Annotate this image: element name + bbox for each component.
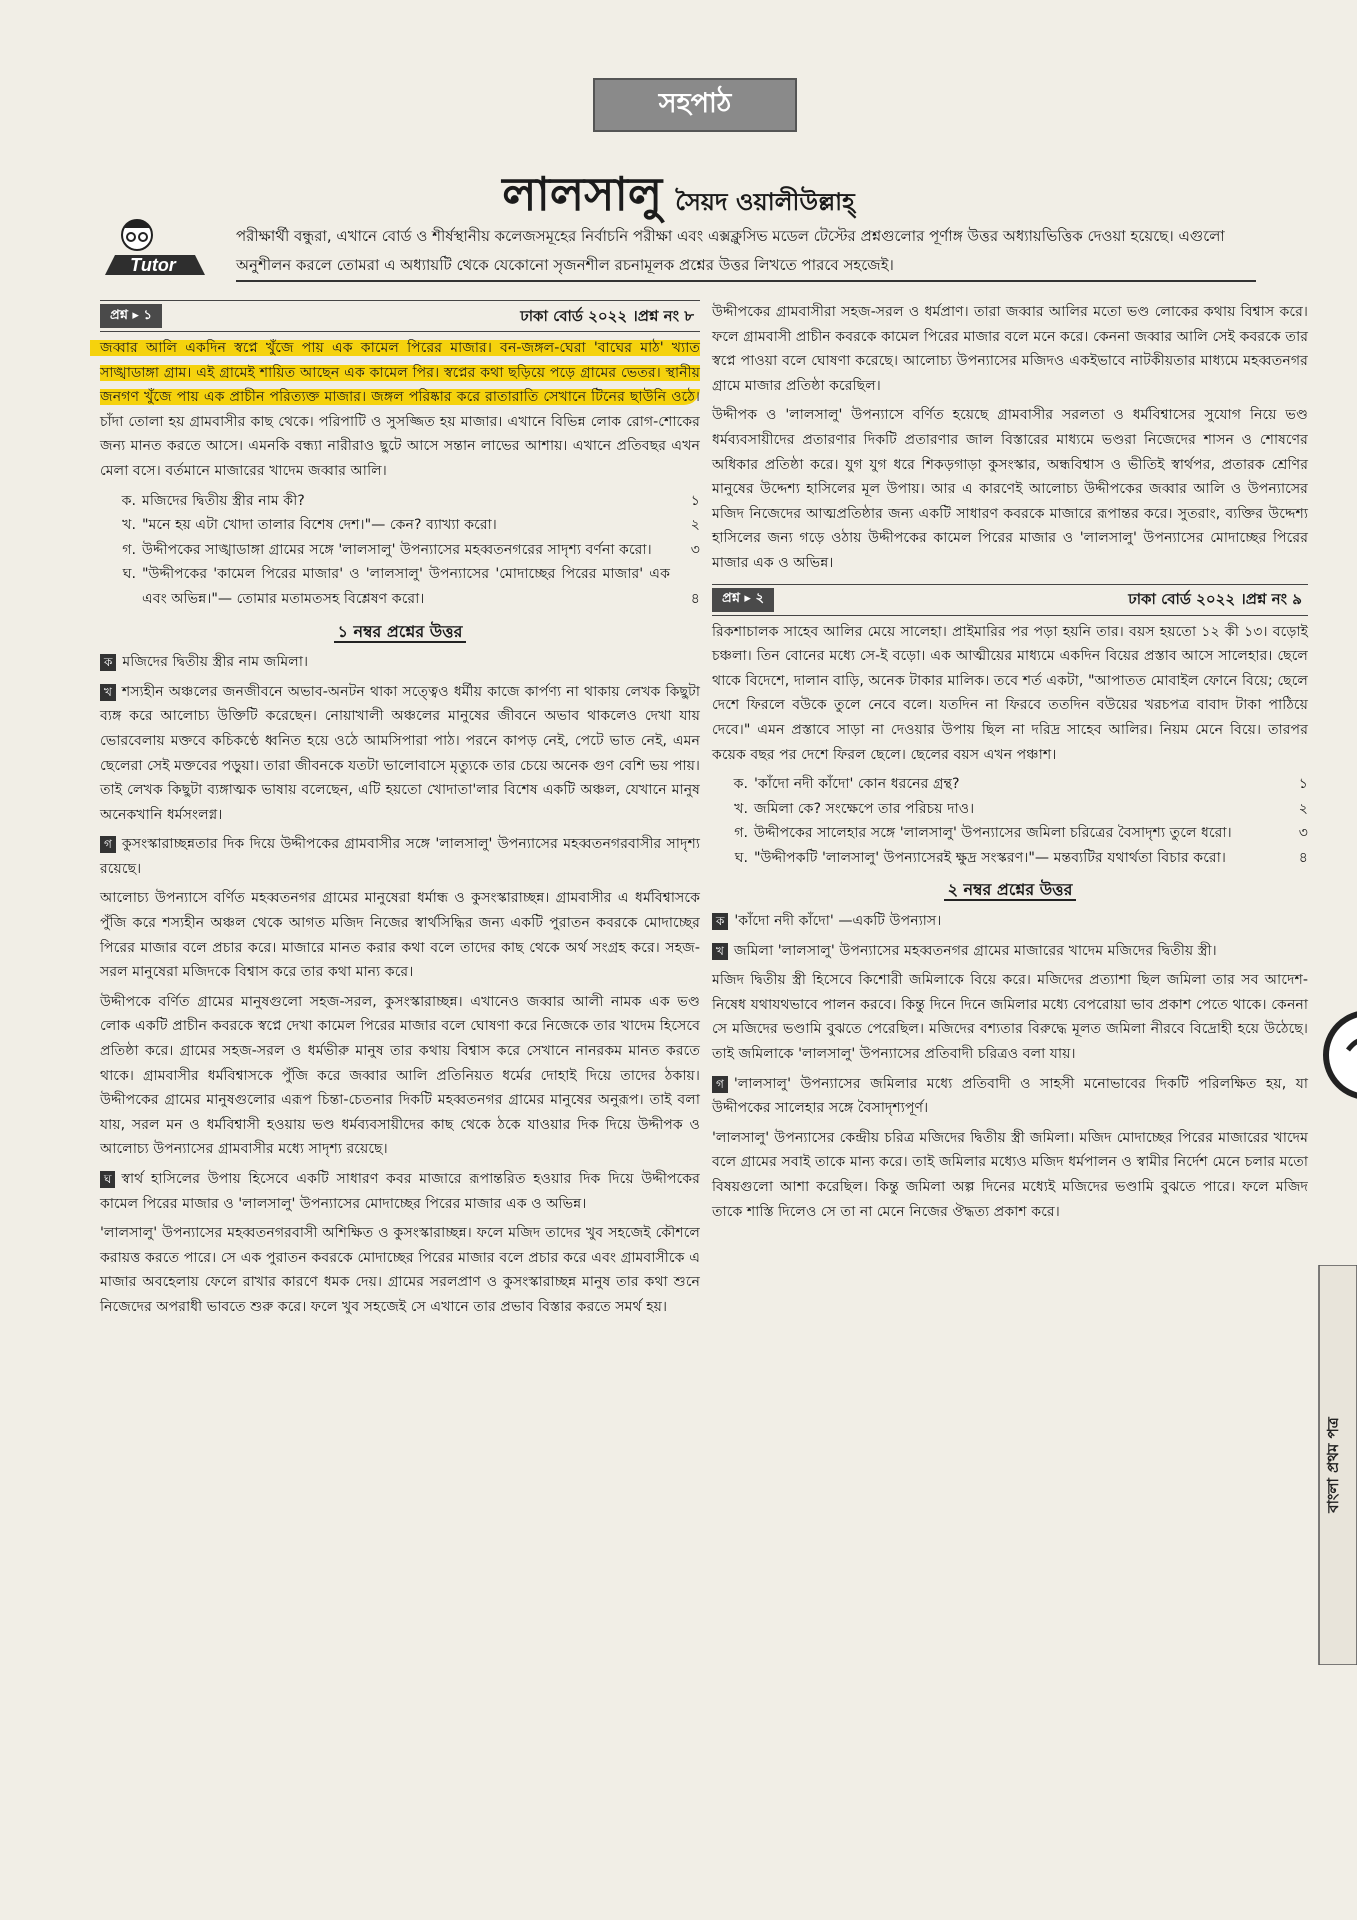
answer-1-kh [100, 680, 700, 828]
answer-badge: গ [100, 836, 116, 853]
sub-mark: ৪ [1298, 849, 1308, 866]
answer-badge: ঘ [100, 1171, 115, 1188]
q1-sub-k [100, 489, 700, 514]
question-2-ref: ঢাকা বোর্ড ২০২২ ।প্রশ্ন নং ৯ [1128, 590, 1302, 609]
sub-mark: ২ [690, 517, 700, 534]
answer-1-gh3: উদ্দীপকের গ্রামবাসীরা সহজ-সরল ও ধর্মপ্রাণ। তারা জব্বার আলির মতো ভণ্ড লোকের কথায় বিশ্বাস করে। ফলে গ্রামবাসী প্রাচীন কবরকে কামেল পিরের মাজার বলে মনে করে। কেননা জব্বার আলি সেই কবরকে তার স্বপ্নে পাওয়া বলে ঘোষণা করেছে। আলোচ্য উপন্যাসের মজিদও একইভাবে নাটকীয়তার মাধ্যমে মহব্বতনগর গ্রামে মাজার প্রতিষ্ঠা করেছিল। [712, 304, 1308, 394]
question-1-stem [100, 336, 700, 484]
answer-2-g2: 'লালসালু' উপন্যাসের কেন্দ্রীয় চরিত্র মজিদের দ্বিতীয় স্ত্রী জমিলা। মজিদ মোদাচ্ছের পিরের মাজারের খাদেম বলে গ্রামের সবাই তাকে মান্য করে। তাই জমিলার মধ্যেও মজিদ ধর্মপালন ও স্বামীর নির্দেশ মেনে চলার মতো বিষয়গুলো আশা করেছিল। কিন্তু জমিলা অল্প দিনের মধ্যেই মজিদের ভণ্ডামি বুঝতে পারে। ফলে মজিদ তাকে শাস্তি দিলেও সে তা না মেনে নিজের ঔদ্ধত্য প্রকাশ করে। [712, 1129, 1308, 1220]
sub-text: "উদ্দীপকটি 'লালসালু' উপন্যাসেরই ক্ষুদ্র সংস্করণ।"— মন্তব্যটির যথার্থতা বিচার করো। [754, 849, 1226, 866]
q1-sub-g [100, 538, 700, 563]
answer-1-heading-text: ১ নম্বর প্রশ্নের উত্তর [334, 622, 467, 643]
q2-sub-gh [712, 846, 1308, 871]
section-banner: সহপাঠ [593, 78, 797, 132]
answer-text: কুসংস্কারাচ্ছন্নতার দিক দিয়ে উদ্দীপকের গ্রামবাসীর সঙ্গে 'লালসালু' উপন্যাসের মহব্বতনগরবাসীর সাদৃশ্য রয়েছে। [100, 836, 700, 877]
answer-2-heading-text: ২ নম্বর প্রশ্নের উত্তর [944, 880, 1077, 901]
question-1-ref: ঢাকা বোর্ড ২০২২ ।প্রশ্ন নং ৮ [520, 306, 694, 325]
question-1-header [100, 300, 700, 332]
answer-text: 'কাঁদো নদী কাঁদো' —একটি উপন্যাস। [734, 913, 942, 930]
q1-sub-gh [100, 562, 700, 611]
sub-mark: ১ [690, 492, 700, 509]
answer-2-k [712, 909, 1308, 934]
sub-mark: ১ [1298, 776, 1308, 793]
intro-text: পরীক্ষার্থী বন্ধুরা, এখানে বোর্ড ও শীর্ষস্থানীয় কলেজসমূহের নির্বাচনি পরীক্ষা এবং এক্সক্লুসিভ মডেল টেস্টের প্রশ্নগুলোর পূর্ণাঙ্গ উত্তর অধ্যায়ভিত্তিক দেওয়া হয়েছে। এগুলো অনুশীলন করলে তোমরা এ অধ্যায়টি থেকে যেকোনো সৃজনশীল রচনামূলক প্রশ্নের উত্তর লিখতে পারবে সহজেই। [236, 222, 1256, 282]
q2-sub-kh [712, 797, 1308, 822]
answer-badge: ক [100, 654, 116, 671]
answer-2-heading [712, 878, 1308, 903]
q1-sub-kh [100, 513, 700, 538]
answer-text: মজিদের দ্বিতীয় স্ত্রীর নাম জমিলা। [122, 654, 309, 671]
answer-text: জমিলা 'লালসালু' উপন্যাসের মহব্বতনগর গ্রামের মাজারের খাদেম মজিদের দ্বিতীয় স্ত্রী। [733, 942, 1217, 959]
sub-label: গ. [734, 825, 748, 842]
sub-label: গ. [122, 541, 136, 558]
question-2-header [712, 584, 1308, 616]
answer-1-g3: উদ্দীপকে বর্ণিত গ্রামের মানুষগুলো সহজ-সরল, কুসংস্কারাচ্ছন্ন। এখানেও জব্বার আলী নামক এক ভণ্ড লোক একটি প্রাচীন কবরকে স্বপ্নে দেখা কামেল পিরের মাজার বলে ঘোষণা করে নিজেকে তার খাদেম হিসেবে প্রতিষ্ঠা করে। গ্রামের সহজ-সরল ও ধর্মভীরু মানুষ তার কথায় বিশ্বাস করে সেখানে নানরকম মানত করতে থাকে। গ্রামবাসীর ধর্মবিশ্বাসকে পুঁজি করে জব্বার আলি প্রতিনিয়ত ধর্মের দোহাই দিয়ে তাদের ঠকায়। উদ্দীপকের গ্রামের মানুষগুলোর এরূপ চিন্তা-চেতনার দিকটি মহব্বতনগর গ্রামের মানুষের অনুরূপ। তাই বলা যায়, সরল মন ও ধর্মবিশ্বাসী হওয়ায় ভণ্ড ধর্মব্যবসায়ীদের কাছ থেকে ঠকে যাওয়ার দিক দিয়ে উদ্দীপক ও আলোচ্য উপন্যাসের গ্রামবাসীর মধ্যে সাদৃশ্য রয়েছে। [100, 993, 700, 1158]
sub-label: ক. [121, 492, 136, 509]
sub-mark: ৩ [690, 541, 700, 558]
question-1-stem-highlight: জব্বার আলি একদিন স্বপ্নে খুঁজে পায় এক কামেল পিরের মাজার। বন-জঙ্গল-ঘেরা 'বাঘের মাঠ' খ্যাত সাঙ্খাডাঙ্গা গ্রাম। এই গ্রামেই শায়িত আছেন এক কামেল পির। স্বপ্নের কথা ছড়িয়ে পড়ে গ্রামের ভেতর। স্থানীয় জনগণ খুঁজে পায় এক প্রাচীন পরিত্যক্ত মাজার। জঙ্গল পরিষ্কার করে রাতারাতি সেখানে টিনের ছাউনি ওঠে। [90, 340, 700, 405]
side-tab-label: বাংলা প্রথম পত্র [1324, 1417, 1342, 1513]
sub-text: 'কাঁদো নদী কাঁদো' কোন ধরনের গ্রন্থ? [754, 776, 960, 793]
question-2-stem: রিকশাচালক সাহেব আলির মেয়ে সালেহা। প্রাইমারির পর পড়া হয়নি তার। বয়স হয়তো ১২ কী ১৩। বড়োই চঞ্চলা। তিন বোনের মধ্যে সে-ই বড়ো। এক আত্মীয়ের মাধ্যমে একদিন বিয়ের প্রস্তাব আসে সালেহার। ছেলে থাকে বিদেশে, দালান বাড়ি, অনেক টাকার মালিক। তবে শর্ত একটা, "আপাতত মোবাইল ফোনে বিয়ে; ছেলে দেশে ফিরলে বউকে তুলে নেবে বলে। যতদিন না ফিরবে ততদিন বউয়ের খরচপত্র বাবাদ টাকা পাঠিয়ে দেবে।" এমন প্রস্তাবে সাড়া না দেওয়ার উপায় ছিল না দরিদ্র সাহেব আলির। নিয়ম মেনে বিয়ে। তারপর কয়েক বছর পর দেশে ফিরল ছেলে। ছেলের বয়স এখন পঞ্চাশ। [712, 623, 1308, 763]
right-column [712, 300, 1308, 1229]
sub-text: মজিদের দ্বিতীয় স্ত্রীর নাম কী? [142, 492, 305, 509]
answer-1-gh2: 'লালসালু' উপন্যাসের মহব্বতনগরবাসী অশিক্ষিত ও কুসংস্কারাচ্ছন্ন। ফলে মজিদ তাদের খুব সহজেই কৌশলে করায়ত্ত করতে পারে। সে এক পুরাতন কবরকে মোদাচ্ছের পিরের মাজার বলে প্রচার করে এবং গ্রামবাসীকে এ মাজার অবহেলায় ফেলে রাখার কারণে ধমক দেয়। গ্রামের সরলপ্রাণ ও কুসংস্কারাচ্ছন্ন মানুষ তার কথা শুনে নিজেদের অপরাধী ভাবতে শুরু করে। ফলে খুব সহজেই সে এখানে তার প্রভাব বিস্তার করতে সমর্থ হয়। [100, 1225, 700, 1315]
sub-text: উদ্দীপকের সাঙ্খাডাঙ্গা গ্রামের সঙ্গে 'লালসালু' উপন্যাসের মহব্বতনগরের সাদৃশ্য বর্ণনা করো। [142, 541, 652, 558]
q2-sub-g [712, 821, 1308, 846]
sub-label: ঘ. [122, 566, 136, 583]
sub-label: খ. [122, 517, 136, 534]
question-1-stem-rest: চাঁদা তোলা হয় গ্রামবাসীর কাছ থেকে। পরিপাটি ও সুসজ্জিত হয় মাজার। এখানে বিভিন্ন লোক রোগ-শোকের জন্য মানত করতে আসে। এমনকি বন্ধ্যা নারীরাও ছুটে আসে সন্তান লাভের আশায়। এখানে প্রতিবছর এখন মেলা বসে। বর্তমানে মাজারের খাদেম জব্বার আলি। [100, 413, 700, 479]
sub-label: ঘ. [734, 849, 748, 866]
sub-mark: ২ [1298, 800, 1308, 817]
sub-text: "উদ্দীপকের 'কামেল পিরের মাজার' ও 'লালসালু' উপন্যাসের 'মোদাচ্ছের পিরের মাজার' এক এবং অভিন্ন।"— তোমার মতামতসহ বিশ্লেষণ করো। [142, 566, 670, 607]
q2-sub-k [712, 772, 1308, 797]
answer-badge: গ [712, 1076, 728, 1093]
page-edge-emblem-icon [1318, 1000, 1357, 1120]
answer-1-gh4: উদ্দীপক ও 'লালসালু' উপন্যাসে বর্ণিত হয়েছে গ্রামবাসীর সরলতা ও ধর্মবিশ্বাসের সুযোগ নিয়ে ভণ্ড ধর্মব্যবসায়ীদের প্রতারণার দিকটি প্রতারণার জাল বিস্তারের মাধ্যমে ভণ্ডরা নিজেদের শাসন ও শোষণের অধিকার প্রতিষ্ঠা করে। যুগ যুগ ধরে শিকড়গাড়া কুসংস্কার, অন্ধবিশ্বাস ও ভীতিই স্বার্থপর, প্রতারক শ্রেণির মানুষের উদ্দেশ্য হাসিলের মূল উপায়। আর এ কারণেই আলোচ্য উদ্দীপকের জব্বার আলি ও উপন্যাসের মজিদ নিজেদের আত্মপ্রতিষ্ঠার জন্য একটি সাধারণ কবরকে মাজারে রূপান্তর করে। সুতরাং, ব্যক্তির উদ্দেশ্য হাসিলের জন্য গড়ে ওঠায় উদ্দীপকের কামেল পিরের মাজার ও 'লালসালু' উপন্যাসের মোদাচ্ছের পিরের মাজার এক ও অভিন্ন। [712, 407, 1308, 571]
sub-mark: ৪ [690, 590, 700, 607]
answer-text: স্বার্থ হাসিলের উপায় হিসেবে একটি সাধারণ কবর মাজারে রূপান্তরিত হওয়ার দিক দিয়ে উদ্দীপকের কামেল পিরের মাজার ও 'লালসালু' উপন্যাসের মোদাচ্ছের পিরের মাজার এক ও অভিন্ন। [100, 1171, 700, 1212]
question-1-tag: প্রশ্ন ▸ ১ [100, 304, 162, 328]
left-column [100, 300, 700, 1325]
sub-text: "মনে হয় এটা খোদা তালার বিশেষ দেশ।"— কেন? ব্যাখ্যা করো। [142, 517, 497, 534]
answer-2-g1 [712, 1072, 1308, 1121]
answer-text: শস্যহীন অঞ্চলের জনজীবনে অভাব-অনটন থাকা সত্ত্বেও ধর্মীয় কাজে কার্পণ্য না থাকায় লেখক কিছুটা ব্যঙ্গ করে আলোচ্য উক্তিটি করেছেন। নোয়াখালী অঞ্চলের মানুষের জীবনে অভাব থাকলেও দেখা যায় ভোরবেলায় মক্তবে কচিকণ্ঠে ধ্বনিত হয়ে ওঠে আমসিপারা পাঠ। পরনে কাপড় নেই, পেটে ভাত নেই, এমন ছেলেরা সেই মক্তবের পড়ুয়া। তারা জীবনকে যতটা ভালোবাসে মৃত্যুকে তার চেয়ে অনেক গুণ বেশি ভয় পায়। তাই লেখক কিছুটা ব্যঙ্গাত্মক ভাষায় বলেছেন, এটি হয়তো খোদাতা'লার বিশেষ একটি অঞ্চল, যেখানে মানুষ অনেকখানি ধর্মসংলগ্ন। [100, 683, 700, 823]
sub-mark: ৩ [1298, 825, 1308, 842]
answer-1-g1 [100, 832, 700, 881]
answer-2-kh2: মজিদ দ্বিতীয় স্ত্রী হিসেবে কিশোরী জমিলাকে বিয়ে করে। মজিদের প্রত্যাশা ছিল জমিলা তার সব আদেশ-নিষেধ যথাযথভাবে পালন করবে। কিন্তু দিনে দিনে জমিলার মধ্যে বেপরোয়া ভাব প্রকাশ পেতে থাকে। কেননা সে মজিদের ভণ্ডামি বুঝতে পেরেছিল। মজিদের বশ্যতার বিরুদ্ধে মূলত জমিলা নীরবে বিদ্রোহী হয়ে উঠেছে। তাই জমিলাকে 'লালসালু' উপন্যাসের প্রতিবাদী চরিত্রও বলা যায়। [712, 972, 1308, 1063]
side-subject-tab [1313, 1265, 1357, 1665]
answer-badge: খ [712, 943, 728, 960]
answer-1-k [100, 650, 700, 675]
question-2-tag: প্রশ্ন ▸ ২ [712, 588, 774, 612]
sub-text: জমিলা কে? সংক্ষেপে তার পরিচয় দাও। [754, 800, 975, 817]
tutor-logo-icon [95, 213, 225, 279]
answer-2-kh1 [712, 939, 1308, 964]
answer-1-g2: আলোচ্য উপন্যাসে বর্ণিত মহব্বতনগর গ্রামের মানুষেরা ধর্মান্ধ ও কুসংস্কারাচ্ছন্ন। গ্রামবাসীর এ ধর্মবিশ্বাসকে পুঁজি করে শস্যহীন অঞ্চল থেকে আগত মজিদ নিজের স্বার্থসিদ্ধির জন্য একটি পুরাতন কবরকে মোদাচ্ছের পিরের মাজার বলে প্রচার করে। মাজারে মানত করার কথা বলে তাদের কাছ থেকে অর্থ সংগ্রহ করে। সহজ-সরল মানুষেরা মজিদকে বিশ্বাস করে তার কথা মান্য করে। [100, 890, 700, 981]
title-main: লালসালু [502, 167, 663, 221]
answer-1-gh1 [100, 1167, 700, 1216]
answer-text: 'লালসালু' উপন্যাসের জমিলার মধ্যে প্রতিবাদী ও সাহসী মনোভাবের দিকটি পরিলক্ষিত হয়, যা উদ্দীপকের সালেহার সঙ্গে বৈসাদৃশ্যপূর্ণ। [712, 1075, 1308, 1117]
sub-label: খ. [734, 800, 748, 817]
title-author: সৈয়দ ওয়ালীউল্লাহ্ [675, 188, 855, 216]
sub-text: উদ্দীপকের সালেহার সঙ্গে 'লালসালু' উপন্যাসের জমিলা চরিত্রের বৈসাদৃশ্য তুলে ধরো। [754, 825, 1232, 842]
tutor-logo-text: Tutor [130, 255, 176, 275]
answer-badge: ক [712, 913, 728, 930]
answer-badge: খ [100, 684, 116, 701]
answer-1-heading [100, 620, 700, 645]
sub-label: ক. [733, 776, 748, 793]
